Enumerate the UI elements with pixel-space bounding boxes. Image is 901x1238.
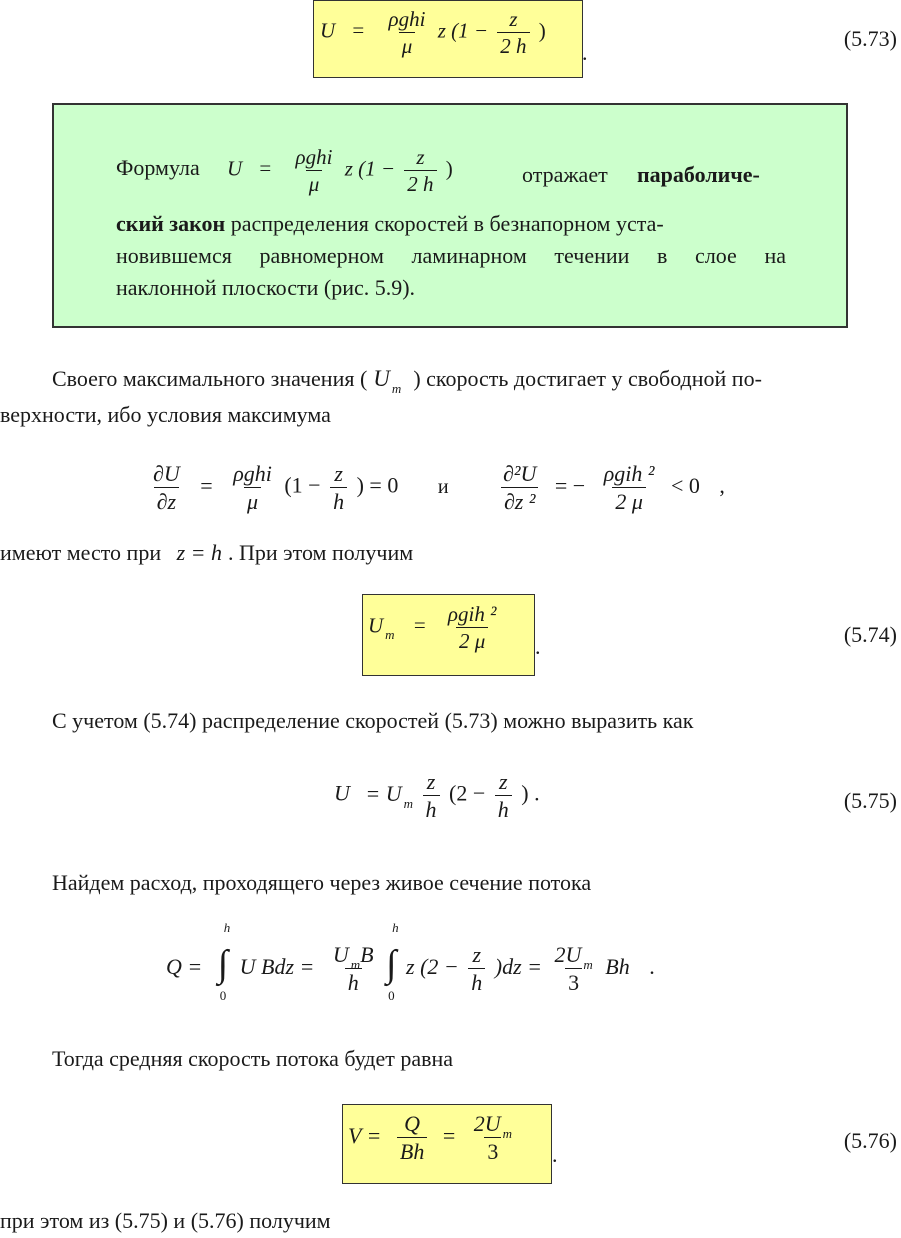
box-bold-parabolic: параболиче- (637, 162, 760, 187)
deriv-and: и (437, 475, 449, 498)
para-flow: Найдем расход, проходящего через живое сечение потока (52, 870, 592, 895)
eq-5-76-q-fraction: $\frac{Q}{Bh}$ (397, 1112, 427, 1163)
box-text-line3: новившемся равномерном ламинарном течении в слое на (116, 243, 786, 268)
eq-5-73-rest: z (1 − (437, 18, 489, 43)
eq-5-76-dot: . (552, 1142, 558, 1167)
para-final: при этом из (5.75) и (5.76) получим (0, 1208, 331, 1233)
eq-5-76-result-fraction: $\frac{2U _m}{3}$ (473, 1111, 513, 1165)
para-mean: Тогда средняя скорость потока будет равна (52, 1046, 454, 1071)
eq-Q-z-fraction: $\frac{z}{h}$ (468, 943, 485, 994)
eq-Q-UmB-fraction: $\frac{U _mB}{h}$ (332, 942, 374, 996)
eq-Q-result-fraction: $\frac{2U _m}{3}$ (554, 942, 593, 996)
eq-5-75-z-fraction: $\frac{z}{h}$ (423, 770, 440, 821)
eq-5-73-eq: = (352, 18, 365, 43)
para-max-line1: Своего максимального значения ( U $_m$ ) скорость достигает у свободной по- (52, 366, 762, 396)
integral-2: h ∫ 0 (386, 920, 399, 1003)
eq-derivatives: $\frac{\partial U}{\partial z}$ = $\frac{\text{ρghi}}{\mu}$ (1 − $\frac{z}{h}$ ) = 0 и $\frac{\text{∂²U}}{\text{∂z ²}}$ = − $\frac{\text{ρgih ²}}{2 \mu}$ < 0 , (146, 462, 725, 513)
condition-z-h: z = h (176, 540, 223, 565)
box-word-reflects: отражает (522, 162, 608, 187)
box-formula-line: Формула U = $\frac{\text{ρghi}}{\mu}$ z (1 − $\frac{z}{2 h}$ ) (116, 145, 453, 197)
box-text-line4: наклонной плоскости (рис. 5.9). (116, 275, 416, 300)
eq-5-73-lhs: U (320, 18, 336, 43)
deriv-gih-fraction: $\frac{\text{ρgih ²}}{2 \mu}$ (603, 461, 655, 515)
eq-5-74-dot: . (535, 634, 541, 659)
eq-5-75: U = U $_m$ $\frac{z}{h}$ (2 − $\frac{z}{h}$ ) . (334, 769, 540, 823)
eq-5-73: U = $\frac{\text{ρghi}}{\mu}$ z (1 − $\frac{z}{2 h}$ ) (320, 7, 546, 59)
eq-5-74-number: (5.74) (843, 622, 897, 647)
eq-5-76-number: (5.76) (843, 1128, 897, 1153)
para-max-line2: верхности, ибо условия максимума (0, 402, 331, 427)
box-word-formula: Формула (116, 155, 200, 181)
eq-5-73-number: (5.73) (843, 26, 897, 51)
para-account: С учетом (5.74) распределение скоростей (5.73) можно выразить как (52, 708, 694, 733)
eq-5-73-fraction: $\frac{\text{ρghi}}{\mu}$ (388, 7, 426, 59)
eq-5-73-inner-fraction: $\frac{z}{2 h}$ (497, 8, 529, 57)
box-text-line2: ский закон распределения скоростей в безнапорном уста- (116, 211, 664, 236)
eq-Q: Q = h ∫ 0 U Bdz = $\frac{U _mB}{h}$ h ∫ 0 z (2 − $\frac{z}{h}$ )dz = $\frac{2U _m}{3}$ Bh . (166, 920, 655, 1003)
eq-5-74-fraction: $\frac{\text{ρgih ²}}{2 \mu}$ (447, 602, 497, 654)
deriv-rho-fraction: $\frac{\text{ρghi}}{\mu}$ (233, 461, 272, 515)
para-occur: имеют место при z = h . При этом получим (0, 540, 414, 565)
box-inner-fraction: $\frac{z}{2 h}$ (404, 146, 436, 195)
eq-5-75-z2-fraction: $\frac{z}{h}$ (495, 770, 512, 821)
eq-5-74: U $_m$ = $\frac{\text{ρgih ²}}{2 \mu}$ (368, 603, 503, 652)
box-fraction: $\frac{\text{ρghi}}{\mu}$ (295, 145, 333, 197)
eq-5-73-dot: . (582, 40, 588, 65)
eq-5-76: V = $\frac{Q}{Bh}$ = $\frac{2U _m}{3}$ (348, 1112, 519, 1163)
deriv-z-fraction: $\frac{z}{h}$ (330, 462, 347, 513)
integral-1: h ∫ 0 (217, 920, 231, 1003)
eq-5-75-number: (5.75) (843, 788, 897, 813)
deriv2-fraction: $\frac{\text{∂²U}}{\text{∂z ²}}$ (500, 462, 539, 513)
deriv1-fraction: $\frac{\partial U}{\partial z}$ (153, 461, 180, 515)
